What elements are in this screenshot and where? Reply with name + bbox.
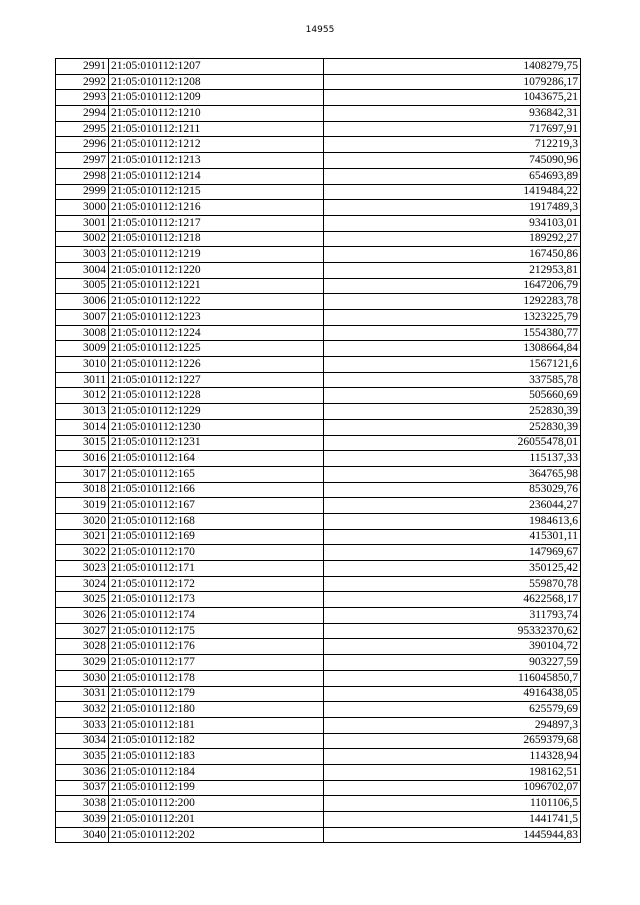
row-number: 3038 [56,796,109,812]
table-row [56,608,581,624]
table-row [56,545,581,561]
cadastral-number: 21:05:010112:1210 [109,106,324,122]
table-row [56,733,581,749]
cadastral-number: 21:05:010112:174 [109,608,324,624]
cadastral-value: 1101106,5 [324,796,581,812]
row-number: 2992 [56,74,109,90]
cadastral-number: 21:05:010112:199 [109,780,324,796]
table-row [56,90,581,106]
cadastral-value-table [55,58,581,843]
row-number: 3010 [56,357,109,373]
table-row [56,435,581,451]
cadastral-value: 936842,31 [324,106,581,122]
table-row [56,513,581,529]
row-number: 2994 [56,106,109,122]
cadastral-value: 26055478,01 [324,435,581,451]
row-number: 3022 [56,545,109,561]
row-number: 3040 [56,827,109,843]
table-row [56,106,581,122]
row-number: 3015 [56,435,109,451]
cadastral-value: 198162,51 [324,764,581,780]
cadastral-number: 21:05:010112:1211 [109,121,324,137]
cadastral-value: 559870,78 [324,576,581,592]
row-number: 3034 [56,733,109,749]
table-row [56,623,581,639]
cadastral-value: 337585,78 [324,372,581,388]
cadastral-number: 21:05:010112:172 [109,576,324,592]
cadastral-number: 21:05:010112:1214 [109,168,324,184]
row-number: 3037 [56,780,109,796]
row-number: 3007 [56,310,109,326]
row-number: 3006 [56,294,109,310]
cadastral-number: 21:05:010112:164 [109,451,324,467]
table-body [56,59,581,843]
cadastral-value: 1323225,79 [324,310,581,326]
cadastral-number: 21:05:010112:180 [109,702,324,718]
table-row [56,357,581,373]
cadastral-value: 294897,3 [324,717,581,733]
cadastral-number: 21:05:010112:200 [109,796,324,812]
table-row [56,310,581,326]
row-number: 2991 [56,59,109,75]
cadastral-number: 21:05:010112:201 [109,812,324,828]
cadastral-number: 21:05:010112:166 [109,482,324,498]
row-number: 3033 [56,717,109,733]
cadastral-value: 415301,11 [324,529,581,545]
cadastral-number: 21:05:010112:178 [109,670,324,686]
row-number: 3030 [56,670,109,686]
cadastral-value: 654693,89 [324,168,581,184]
row-number: 3021 [56,529,109,545]
cadastral-value: 853029,76 [324,482,581,498]
cadastral-value: 4622568,17 [324,592,581,608]
cadastral-value: 1043675,21 [324,90,581,106]
cadastral-value: 2659379,68 [324,733,581,749]
cadastral-value: 252830,39 [324,419,581,435]
cadastral-number: 21:05:010112:1215 [109,184,324,200]
cadastral-number: 21:05:010112:171 [109,561,324,577]
row-number: 3005 [56,278,109,294]
cadastral-value: 934103,01 [324,215,581,231]
cadastral-number: 21:05:010112:1216 [109,200,324,216]
table-row [56,655,581,671]
cadastral-value: 364765,98 [324,466,581,482]
cadastral-value: 1308664,84 [324,341,581,357]
cadastral-value: 1292283,78 [324,294,581,310]
cadastral-value: 95332370,62 [324,623,581,639]
cadastral-value: 1445944,83 [324,827,581,843]
cadastral-number: 21:05:010112:1219 [109,247,324,263]
row-number: 3027 [56,623,109,639]
cadastral-value: 115137,33 [324,451,581,467]
table-row [56,451,581,467]
row-number: 2993 [56,90,109,106]
cadastral-number: 21:05:010112:1213 [109,153,324,169]
cadastral-number: 21:05:010112:1223 [109,310,324,326]
cadastral-value: 712219,3 [324,137,581,153]
table-row [56,764,581,780]
cadastral-number: 21:05:010112:182 [109,733,324,749]
cadastral-number: 21:05:010112:176 [109,639,324,655]
cadastral-number: 21:05:010112:202 [109,827,324,843]
cadastral-value: 350125,42 [324,561,581,577]
row-number: 2995 [56,121,109,137]
row-number: 3029 [56,655,109,671]
cadastral-number: 21:05:010112:1226 [109,357,324,373]
row-number: 3011 [56,372,109,388]
table-row [56,466,581,482]
row-number: 3025 [56,592,109,608]
cadastral-number: 21:05:010112:1229 [109,404,324,420]
cadastral-value: 505660,69 [324,388,581,404]
table-row [56,153,581,169]
cadastral-value: 1408279,75 [324,59,581,75]
cadastral-number: 21:05:010112:183 [109,749,324,765]
row-number: 3032 [56,702,109,718]
cadastral-value: 311793,74 [324,608,581,624]
cadastral-value: 114328,94 [324,749,581,765]
table-row [56,200,581,216]
table-row [56,247,581,263]
row-number: 3031 [56,686,109,702]
table-row [56,137,581,153]
row-number: 3012 [56,388,109,404]
table-row [56,498,581,514]
table-row [56,419,581,435]
cadastral-value: 1917489,3 [324,200,581,216]
row-number: 3026 [56,608,109,624]
row-number: 3020 [56,513,109,529]
cadastral-number: 21:05:010112:1208 [109,74,324,90]
table-row [56,812,581,828]
cadastral-number: 21:05:010112:1230 [109,419,324,435]
table-row [56,341,581,357]
row-number: 3013 [56,404,109,420]
row-number: 3002 [56,231,109,247]
cadastral-number: 21:05:010112:1217 [109,215,324,231]
table-row [56,262,581,278]
table-row [56,796,581,812]
cadastral-value: 252830,39 [324,404,581,420]
table-row [56,121,581,137]
row-number: 3036 [56,764,109,780]
cadastral-number: 21:05:010112:177 [109,655,324,671]
row-number: 3009 [56,341,109,357]
cadastral-value: 212953,81 [324,262,581,278]
cadastral-number: 21:05:010112:1231 [109,435,324,451]
table-row [56,215,581,231]
cadastral-number: 21:05:010112:179 [109,686,324,702]
cadastral-value: 390104,72 [324,639,581,655]
cadastral-value: 1079286,17 [324,74,581,90]
table-row [56,74,581,90]
table-row [56,168,581,184]
cadastral-number: 21:05:010112:1212 [109,137,324,153]
row-number: 3016 [56,451,109,467]
table-row [56,717,581,733]
table-row [56,231,581,247]
row-number: 3023 [56,561,109,577]
cadastral-value: 1567121,6 [324,357,581,373]
cadastral-value: 1984613,6 [324,513,581,529]
cadastral-value: 745090,96 [324,153,581,169]
cadastral-number: 21:05:010112:1228 [109,388,324,404]
row-number: 3000 [56,200,109,216]
row-number: 3004 [56,262,109,278]
cadastral-number: 21:05:010112:1221 [109,278,324,294]
cadastral-number: 21:05:010112:165 [109,466,324,482]
cadastral-number: 21:05:010112:1224 [109,325,324,341]
cadastral-value: 116045850,7 [324,670,581,686]
table-row [56,749,581,765]
table-row [56,372,581,388]
cadastral-number: 21:05:010112:1209 [109,90,324,106]
cadastral-number: 21:05:010112:1220 [109,262,324,278]
cadastral-value: 236044,27 [324,498,581,514]
cadastral-number: 21:05:010112:167 [109,498,324,514]
cadastral-value: 1441741,5 [324,812,581,828]
row-number: 2996 [56,137,109,153]
row-number: 2999 [56,184,109,200]
row-number: 3019 [56,498,109,514]
cadastral-number: 21:05:010112:184 [109,764,324,780]
cadastral-value: 717697,91 [324,121,581,137]
row-number: 3035 [56,749,109,765]
cadastral-number: 21:05:010112:1227 [109,372,324,388]
table-row [56,827,581,843]
row-number: 3008 [56,325,109,341]
cadastral-number: 21:05:010112:170 [109,545,324,561]
table-row [56,592,581,608]
cadastral-value: 4916438,05 [324,686,581,702]
cadastral-number: 21:05:010112:1207 [109,59,324,75]
table-row [56,294,581,310]
cadastral-number: 21:05:010112:175 [109,623,324,639]
table-row [56,325,581,341]
table-row [56,388,581,404]
row-number: 3039 [56,812,109,828]
table-row [56,59,581,75]
table-row [56,278,581,294]
table-row [56,482,581,498]
cadastral-value: 167450,86 [324,247,581,263]
cadastral-value: 1647206,79 [324,278,581,294]
table-row [56,780,581,796]
cadastral-number: 21:05:010112:1225 [109,341,324,357]
cadastral-number: 21:05:010112:181 [109,717,324,733]
cadastral-value: 189292,27 [324,231,581,247]
row-number: 3003 [56,247,109,263]
cadastral-number: 21:05:010112:173 [109,592,324,608]
cadastral-value: 147969,67 [324,545,581,561]
row-number: 2998 [56,168,109,184]
table-row [56,561,581,577]
row-number: 3028 [56,639,109,655]
row-number: 3018 [56,482,109,498]
cadastral-number: 21:05:010112:169 [109,529,324,545]
table-row [56,702,581,718]
cadastral-number: 21:05:010112:1222 [109,294,324,310]
cadastral-value: 1419484,22 [324,184,581,200]
row-number: 3014 [56,419,109,435]
table-row [56,529,581,545]
cadastral-value: 1096702,07 [324,780,581,796]
table-row [56,686,581,702]
table-row [56,639,581,655]
row-number: 3001 [56,215,109,231]
cadastral-value: 625579,69 [324,702,581,718]
row-number: 3017 [56,466,109,482]
row-number: 3024 [56,576,109,592]
table-row [56,404,581,420]
cadastral-value: 903227,59 [324,655,581,671]
table-row [56,670,581,686]
row-number: 2997 [56,153,109,169]
page-number: 14955 [305,25,335,35]
cadastral-number: 21:05:010112:168 [109,513,324,529]
cadastral-number: 21:05:010112:1218 [109,231,324,247]
table-row [56,184,581,200]
cadastral-value: 1554380,77 [324,325,581,341]
table-row [56,576,581,592]
